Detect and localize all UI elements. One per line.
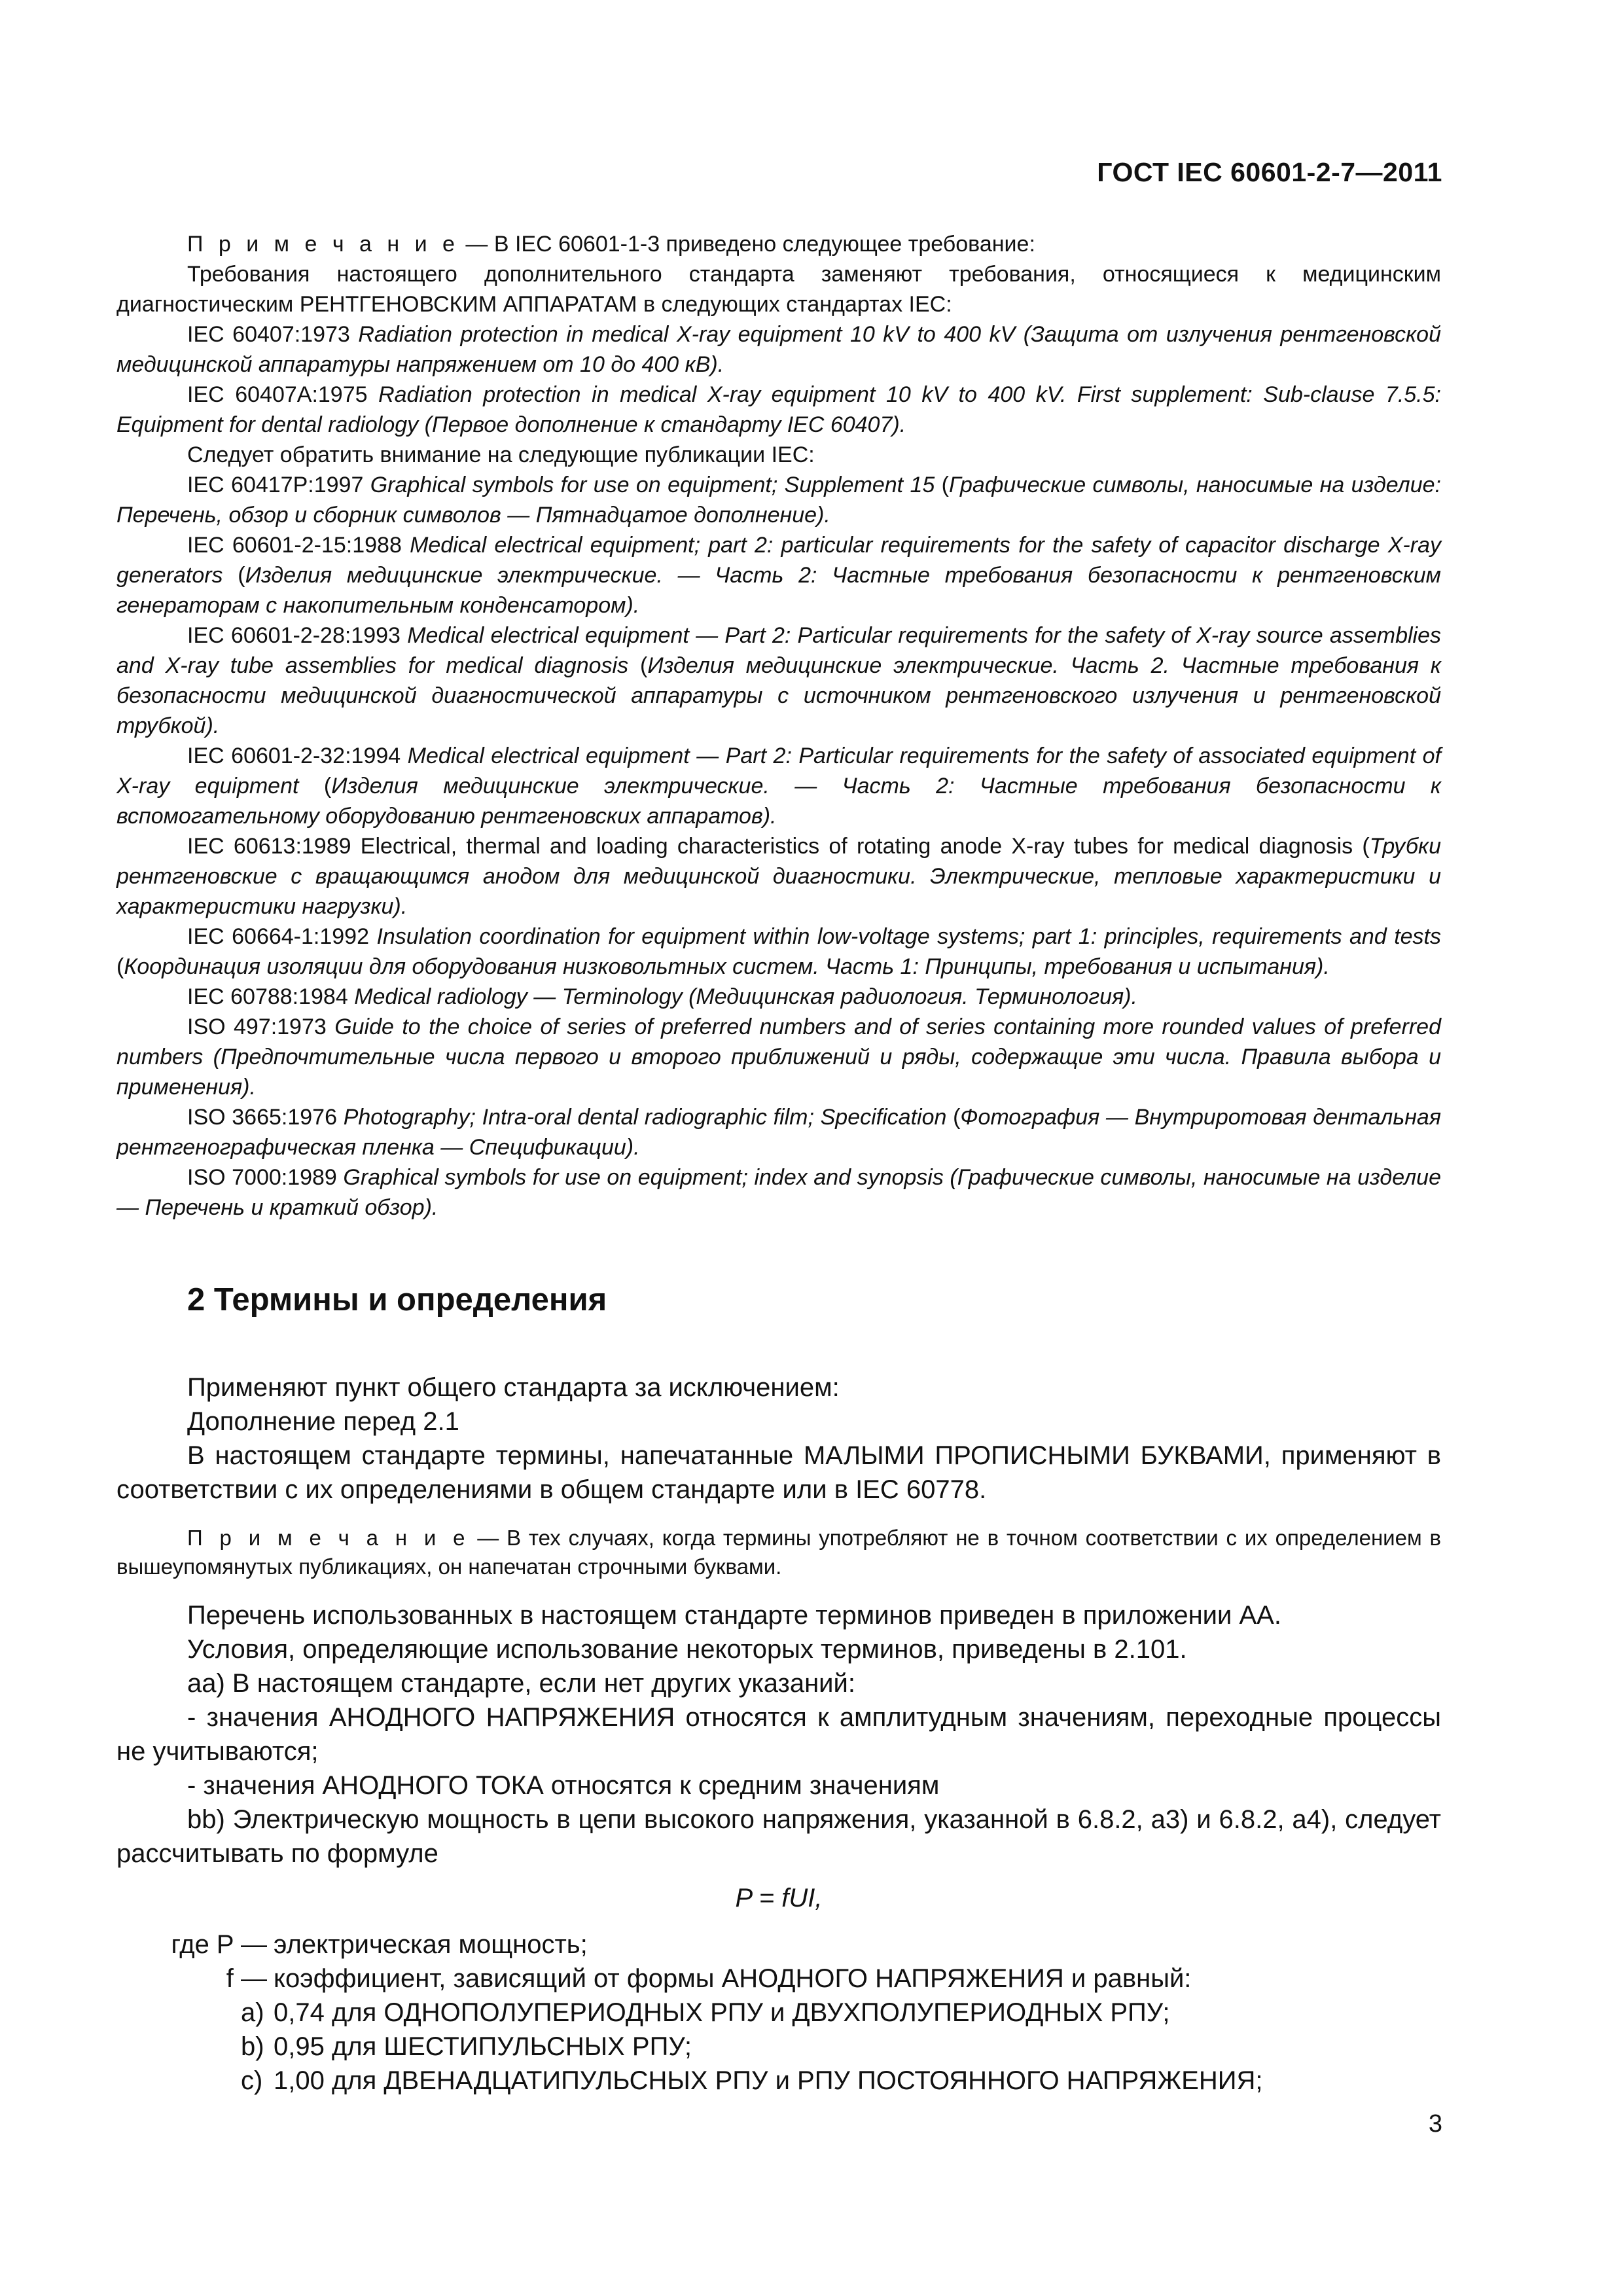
- reference-title: Graphical symbols for use on equipment; Supplement 15: [370, 473, 935, 497]
- reference-translation: Изделия медицинские электрические. Часть 2. Частные требования к безопасности медицинской диагностической аппаратуры с источником рентгеновского излучения и рентгеновской трубкой).: [116, 653, 1441, 738]
- legend-item-text: 0,95 для ШЕСТИПУЛЬСНЫХ РПУ;: [274, 2032, 692, 2061]
- legend-symbol: где P —: [171, 1930, 267, 1959]
- formula-legend: [116, 1928, 1441, 2098]
- body-paragraph: Применяют пункт общего стандарта за исключением:: [187, 1373, 840, 1402]
- reference-translation: Фотография — Внутриротовая дентальная рентгенографическая пленка — Спецификации).: [116, 1105, 1441, 1160]
- reference-translation: Координация изоляции для оборудования низковольтных систем. Часть 1: Принципы, требования и испытания).: [124, 954, 1330, 979]
- note-paragraph: Требования настоящего дополнительного стандарта заменяют требования, относящиеся к медицинским диагностическим РЕНТГЕНОВСКИМ АППАРАТАМ в следующих стандартах IEC:: [116, 262, 1441, 317]
- reference-code: IEC 60417P:1997: [187, 473, 370, 497]
- reference-translation: Трубки рентгеновские с вращающимся анодом для медицинской диагностики. Электрические, тепловые характеристики и характеристики нагрузки).: [116, 834, 1442, 919]
- reference-entry: [116, 530, 1441, 620]
- legend-text: коэффициент, зависящий от формы АНОДНОГО НАПРЯЖЕНИЯ и равный:: [274, 1964, 1192, 1993]
- legend-item-text: 0,74 для ОДНОПОЛУПЕРИОДНЫХ РПУ и ДВУХПОЛУПЕРИОДНЫХ РПУ;: [274, 1998, 1170, 2027]
- reference-code: IEC 60407:1973: [187, 322, 359, 347]
- legend-item: [116, 1996, 1441, 2030]
- note-block: [116, 229, 1441, 1223]
- reference-entry: [116, 1102, 1441, 1162]
- reference-code: IEC 60788:1984: [187, 984, 355, 1009]
- reference-title: Radiation protection in medical X-ray equipment 10 kV to 400 kV. First supplement: Sub-clause 7.5.5: Equipment for dental radiology (Первое дополнение к стандарту IEC 60407).: [116, 382, 1441, 437]
- body-paragraph: Условия, определяющие использование некоторых терминов, приведены в 2.101.: [187, 1635, 1187, 1664]
- reference-tail: (: [223, 563, 245, 588]
- reference-title: Radiation protection in medical X-ray equipment 10 kV to 400 kV (Защита от излучения рентгеновской медицинской аппаратуры напряжением от 10 до 400 кВ).: [116, 322, 1442, 377]
- reference-title: Medical electrical equipment; part 2: particular requirements for the safety of capacitor discharge X-ray generators: [116, 533, 1441, 588]
- body-paragraph: В настоящем стандарте термины, напечатанные МАЛЫМИ ПРОПИСНЫМИ БУКВАМИ, применяют в соответствии с их определениями в общем стандарте или в IEC 60778.: [116, 1441, 1441, 1504]
- reference-code: ISO 497:1973: [187, 1014, 335, 1039]
- reference-entry: [116, 922, 1441, 982]
- reference-title: Medical radiology — Terminology (Медицинская радиология. Терминология).: [354, 984, 1137, 1009]
- page-number: 3: [1428, 2110, 1442, 2138]
- reference-tail: (: [628, 653, 648, 678]
- reference-translation: Изделия медицинские электрические. — Часть 2: Частные требования безопасности к рентгеновским генераторам с накопительным конденсатором).: [116, 563, 1441, 618]
- reference-entry: [116, 1012, 1441, 1102]
- reference-code: IEC 60664-1:1992: [187, 924, 377, 949]
- legend-item-text: 1,00 для ДВЕНАДЦАТИПУЛЬСНЫХ РПУ и РПУ ПОСТОЯННОГО НАПРЯЖЕНИЯ;: [274, 2066, 1263, 2095]
- body-paragraph: аа) В настоящем стандарте, если нет других указаний:: [187, 1669, 855, 1698]
- note-paragraph: Следует обратить внимание на следующие публикации IEC:: [187, 442, 815, 467]
- reference-code: ISO 7000:1989: [187, 1165, 344, 1190]
- body-paragraph: - значения АНОДНОГО НАПРЯЖЕНИЯ относятся к амплитудным значениям, переходные процессы не учитываются;: [116, 1703, 1441, 1766]
- reference-code: ISO 3665:1976: [187, 1105, 344, 1130]
- reference-list-b: [116, 470, 1441, 1223]
- reference-tail: (: [116, 954, 124, 979]
- section-body-continued: [116, 1598, 1441, 1871]
- reference-entry: [116, 982, 1441, 1012]
- reference-entry: [116, 380, 1441, 440]
- reference-tail: (: [946, 1105, 961, 1130]
- reference-entry: [116, 319, 1441, 380]
- reference-title: Graphical symbols for use on equipment; index and synopsis (Графические символы, наносимые на изделие — Перечень и краткий обзор).: [116, 1165, 1441, 1220]
- reference-code: IEC 60613:1989: [187, 834, 361, 859]
- document-header: ГОСТ IEC 60601-2-7—2011: [1097, 157, 1442, 187]
- reference-title: Photography; Intra-oral dental radiographic film; Specification: [343, 1105, 947, 1130]
- reference-entry: [116, 620, 1441, 741]
- reference-tail: Electrical, thermal and loading characteristics of rotating anode X-ray tubes for medical diagnosis (: [360, 834, 1370, 859]
- body-paragraph: Перечень использованных в настоящем стандарте терминов приведен в приложении АА.: [187, 1601, 1281, 1630]
- reference-code: IEC 60601-2-28:1993: [187, 623, 408, 648]
- reference-tail: (: [298, 774, 332, 798]
- legend-text: электрическая мощность;: [274, 1930, 588, 1959]
- legend-item: [116, 2030, 1441, 2064]
- body-paragraph: Дополнение перед 2.1: [187, 1407, 459, 1436]
- reference-tail: (: [935, 473, 950, 497]
- reference-title: Medical electrical equipment — Part 2: Particular requirements for the safety of associated equipment of X-ray equipment: [116, 744, 1441, 798]
- reference-translation: Графические символы, наносимые на изделие: Перечень, обзор и сборник символов — Пятнадцатое дополнение).: [116, 473, 1441, 528]
- reference-title: Insulation coordination for equipment within low-voltage systems; part 1: principles, requirements and tests: [376, 924, 1441, 949]
- reference-entry: [116, 1162, 1441, 1223]
- legend-item-mark: a): [241, 1998, 264, 2027]
- reference-entry: [116, 470, 1441, 530]
- reference-entry: [116, 741, 1441, 831]
- body-paragraph: bb) Электрическую мощность в цепи высокого напряжения, указанной в 6.8.2, а3) и 6.8.2, а4), следует рассчитывать по формуле: [116, 1805, 1441, 1868]
- reference-code: IEC 60601-2-32:1994: [187, 744, 408, 768]
- formula: P = fUI,: [735, 1884, 823, 1912]
- legend-item: [116, 2064, 1441, 2098]
- page-content: [116, 229, 1441, 2098]
- legend-symbol: f —: [226, 1964, 267, 1993]
- note-label: П р и м е ч а н и е: [187, 1526, 470, 1550]
- section-body: [116, 1371, 1441, 1507]
- section-heading: 2 Термины и определения: [187, 1282, 607, 1318]
- legend-row: [116, 1928, 1441, 1962]
- legend-item-mark: b): [241, 2032, 264, 2061]
- terms-note: П р и м е ч а н и е — В тех случаях, когда термины употребляют не в точном соответствии с их определением в вышеупомянутых публикациях, он напечатан строчными буквами.: [116, 1526, 1441, 1579]
- note-label: П р и м е ч а н и е: [187, 232, 459, 257]
- note-intro: П р и м е ч а н и е — В IEC 60601-1-3 приведено следующее требование:: [187, 232, 1035, 257]
- reference-entry: [116, 831, 1441, 922]
- reference-list-a: [116, 319, 1441, 440]
- reference-translation: Изделия медицинские электрические. — Часть 2: Частные требования безопасности к вспомогательному оборудованию рентгеновских аппаратов).: [116, 774, 1441, 829]
- reference-title: Medical electrical equipment — Part 2: Particular requirements for the safety of X-ray source assemblies and X-ray tube assemblies for medical diagnosis: [116, 623, 1441, 678]
- body-paragraph: - значения АНОДНОГО ТОКА относятся к средним значениям: [187, 1771, 940, 1800]
- reference-code: IEC 60601-2-15:1988: [187, 533, 410, 558]
- reference-title: Guide to the choice of series of preferred numbers and of series containing more rounded values of preferred numbers (Предпочтительные числа первого и второго приближений и ряды, содержащие эти числа. Правила выбора и применения).: [116, 1014, 1442, 1100]
- legend-row: [116, 1962, 1441, 1996]
- reference-code: IEC 60407A:1975: [187, 382, 379, 407]
- legend-item-mark: c): [241, 2066, 263, 2095]
